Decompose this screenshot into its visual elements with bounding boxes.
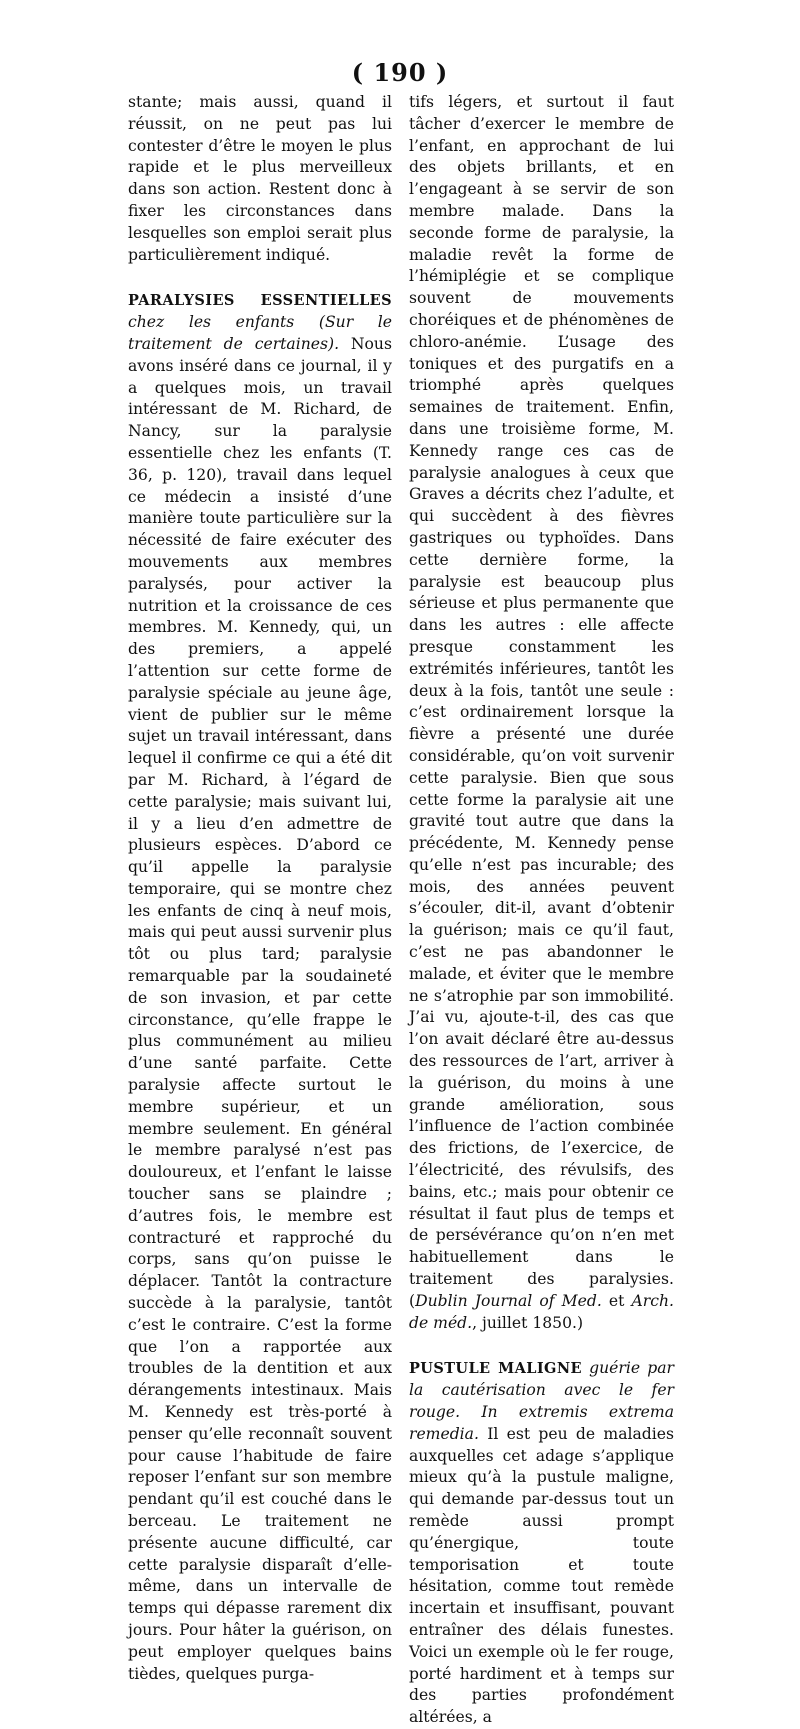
page-number: ( 190 ) bbox=[351, 58, 449, 87]
paragraph bbox=[409, 92, 674, 1334]
article-title: PUSTULE MALIGNE bbox=[409, 1360, 582, 1378]
paragraph: stante; mais aussi, quand il réussit, on ne peut pas lui contester d’être le moyen le plus rapide et le plus merveilleux dans son action. Restent donc à fixer les circonstances dans lesquelles son emploi serait plus particulièrement indiqué. bbox=[128, 93, 392, 264]
citation-journal: Dublin Journal of Med. bbox=[415, 1291, 602, 1310]
article-body: Il est peu de maladies auxquelles cet adage s’applique mieux qu’à la pustule maligne, qui demande par-dessus tout un remède aussi prompt qu’énergique, toute temporisation et toute hésitation, comme tout remède incertain et insuffisant, pouvant entraîner des délais funestes. Voici un exemple où le fer rouge, porté hardiment et à temps sur des parties profondément altérées, a bbox=[409, 1424, 674, 1727]
article-pustule bbox=[409, 1358, 674, 1729]
paragraph-text: tifs légers, et surtout il faut tâcher d’exercer le membre de l’enfant, en approchant de lui des objets brillants, et en l’engageant à se servir de son membre malade. Dans la seconde forme de paralysie, la maladie revêt la forme de l’hémiplégie et se complique souvent de mouvements choréiques et de phénomènes de chloro-anémie. L’usage des toniques et des purgatifs en a triomphé après quelques semaines de traitement. Enfin, dans une troisième forme, M. Kennedy range ces cas de paralysie analogues à ceux que Graves a décrits chez l’adulte, et qui succèdent à des fièvres gastriques ou typhoïdes. Dans cette dernière forme, la paralysie est beaucoup plus sérieuse et plus permanente que dans les autres : elle affecte presque constamment les extrémités inférieures, tantôt les deux à la fois, tantôt une seule : c’est ordinairement lorsque la fièvre a présenté une durée considérable, qu’on voit survenir cette paralysie. Bien que sous cette forme la paralysie ait une gravité tout autre que dans la précédente, M. Kennedy pense qu’elle n’est pas incurable; des mois, des années peuvent s’écouler, dit-il, avant d’obtenir la guérison; mais ce qu’il faut, c’est ne pas abandonner le malade, et éviter que le membre ne s’atrophie par son immobilité. J’ai vu, ajoute-t-il, des cas que l’on avait déclaré être au-dessus des ressources de l’art, arriver à la guérison, du moins à une grande amélioration, sous l’influence de l’action combinée des frictions, de l’exercice, de l’électricité, des révulsifs, des bains, etc.; mais pour obtenir ce résultat il faut plus de temps et de persévérance qu’on n’en met habituellement dans le traitement des paralysies. ( bbox=[409, 93, 674, 1310]
article-body: Nous avons inséré dans ce journal, il y a quelques mois, un travail intéressant de M. Richard, de Nancy, sur la paralysie essentielle chez les enfants (T. 36, p. 120), travail dans lequel ce médecin a insisté d’une manière toute particulière sur la nécessité de faire exécuter des mouvements aux membres paralysés, pour activer la nutrition et la croissance de ces membres. M. Kennedy, qui, un des premiers, a appelé l’attention sur cette forme de paralysie spéciale au jeune âge, vient de publier sur le même sujet un travail intéressant, dans lequel il confirme ce qui a été dit par M. Richard, à l’égard de cette paralysie; mais suivant lui, il y a lieu d’en admettre de plusieurs espèces. D’abord ce qu’il appelle la paralysie temporaire, qui se montre chez les enfants de cinq à neuf mois, mais qui peut aussi survenir plus tôt ou plus tard; paralysie remarquable par la soudaineté de son invasion, et par cette circonstance, qu’elle frappe le plus communément au milieu d’une santé parfaite. Cette paralysie affecte surtout le membre supérieur, et un membre seulement. En général le membre paralysé n’est pas douloureux, et l’enfant le laisse toucher sans se plaindre ; d’autres fois, le membre est contracturé et rapproché du corps, sans qu’on puisse le déplacer. Tantôt la contracture succède à la paralysie, tantôt c’est le contraire. C’est la forme que l’on a rapportée aux troubles de la dentition et aux dérangements intestinaux. Mais M. Kennedy est très-porté à penser qu’elle reconnaît souvent pour cause l’habitude de faire reposer l’enfant sur son membre pendant qu’il est couché dans le berceau. Le traitement ne présente aucune difficulté, car cette paralysie disparaît d’elle-même, dans un intervalle de temps qui dépasse rarement dix jours. Pour hâter la guérison, on peut employer quelques bains tièdes, quelques purga- bbox=[128, 334, 392, 1683]
left-column bbox=[128, 92, 392, 1685]
article-title: PARALYSIES ESSENTIELLES bbox=[128, 292, 392, 310]
article-subtitle: chez les enfants (Sur le traitement de certaines). bbox=[128, 313, 392, 353]
right-column bbox=[409, 92, 674, 1729]
citation-arch: Arch. de méd. bbox=[409, 1291, 674, 1332]
citation-and: et bbox=[601, 1291, 632, 1310]
article-paralysies bbox=[128, 290, 392, 1685]
article-subtitle: guérie par la cautérisation avec le fer rouge. In extremis extrema remedia. bbox=[409, 1359, 674, 1443]
citation-date: , juillet 1850.) bbox=[472, 1313, 584, 1332]
